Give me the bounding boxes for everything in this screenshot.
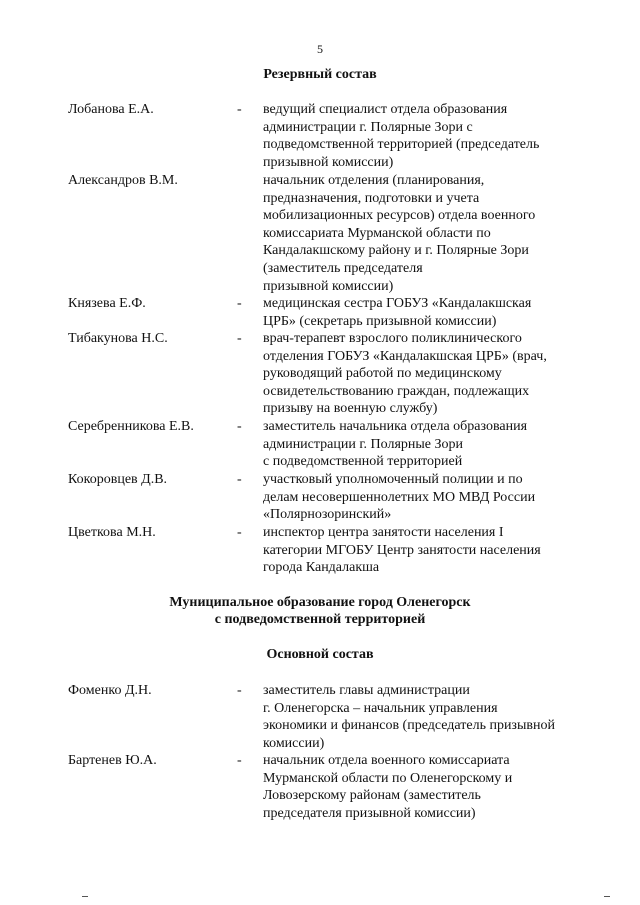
role-line: администрации г. Полярные Зори с xyxy=(263,119,473,135)
member-name: Александров В.М. xyxy=(68,173,178,188)
member-role xyxy=(263,101,583,171)
member-dash: - xyxy=(237,331,242,346)
role-line: председателя призывной комиссии) xyxy=(263,805,476,821)
member-name: Фоменко Д.Н. xyxy=(68,683,152,698)
role-line: администрации г. Полярные Зори xyxy=(263,436,463,452)
page-number: 5 xyxy=(317,42,323,56)
role-line: «Полярнозоринский» xyxy=(263,507,392,523)
member-role xyxy=(263,172,583,295)
member-role xyxy=(263,471,583,524)
role-line: Мурманской области по Оленегорскому и xyxy=(263,770,513,786)
role-line: врач-терапевт взрослого поликлинического xyxy=(263,331,522,346)
role-line: с подведомственной территорией xyxy=(263,454,463,470)
member-name: Лобанова Е.А. xyxy=(68,102,154,117)
member-role xyxy=(263,682,583,752)
member-dash: - xyxy=(237,472,242,487)
member-name: Бартенев Ю.А. xyxy=(68,753,157,768)
member-dash: - xyxy=(237,683,242,698)
member-role xyxy=(263,752,583,822)
role-line: ЦРБ» (секретарь призывной комиссии) xyxy=(263,313,497,329)
role-line: делам несовершеннолетних МО МВД России xyxy=(263,489,536,505)
member-name: Князева Е.Ф. xyxy=(68,296,146,311)
member-dash: - xyxy=(237,525,242,540)
member-dash: - xyxy=(237,296,242,311)
role-line: (заместитель председателя xyxy=(263,260,423,276)
role-line: начальник отделения (планирования, xyxy=(263,173,485,188)
role-line: начальник отдела военного комиссариата xyxy=(263,753,510,768)
role-line: призывной комиссии) xyxy=(263,154,394,170)
member-dash: - xyxy=(237,102,242,117)
role-line: экономики и финансов (председатель призывной xyxy=(263,718,555,734)
role-line: Кандалакшскому району и г. Полярные Зори xyxy=(263,243,529,259)
role-line: комиссариата Мурманской области по xyxy=(263,225,491,241)
scan-mark xyxy=(82,896,88,903)
section-heading-reserve: Резервный состав xyxy=(263,67,377,82)
member-role xyxy=(263,330,583,418)
member-role xyxy=(263,295,583,330)
municipality-subheading: с подведомственной территорией xyxy=(214,612,426,627)
role-line: призывной комиссии) xyxy=(263,278,394,294)
role-line: заместитель главы администрации xyxy=(263,683,470,698)
section-heading-main: Основной состав xyxy=(266,647,374,662)
member-name: Тибакунова Н.С. xyxy=(68,331,168,346)
role-line: категории МГОБУ Центр занятости населения xyxy=(263,542,541,558)
role-line: мобилизационных ресурсов) отдела военного xyxy=(263,208,536,224)
role-line: медицинская сестра ГОБУЗ «Кандалакшская xyxy=(263,296,532,311)
member-role xyxy=(263,418,583,471)
role-line: г. Оленегорска – начальник управления xyxy=(263,700,498,716)
role-line: участковый уполномоченный полиции и по xyxy=(263,472,523,487)
role-line: предназначения, подготовки и учета xyxy=(263,190,480,206)
member-dash: - xyxy=(237,419,242,434)
member-name: Серебренникова Е.В. xyxy=(68,419,194,434)
role-line: руководящий работой по медицинскому xyxy=(263,366,502,382)
role-line: города Кандалакша xyxy=(263,560,380,576)
role-line: комиссии) xyxy=(263,735,325,751)
role-line: подведомственной территорией (председатель xyxy=(263,137,540,153)
role-line: заместитель начальника отдела образования xyxy=(263,419,528,434)
scan-mark xyxy=(604,896,610,903)
municipality-heading: Муниципальное образование город Оленегорск xyxy=(169,595,471,610)
role-line: Ловозерскому районам (заместитель xyxy=(263,788,481,804)
member-name: Кокоровцев Д.В. xyxy=(68,472,168,487)
member-dash: - xyxy=(237,753,242,768)
role-line: призыву на военную службу) xyxy=(263,401,438,417)
role-line: отделения ГОБУЗ «Кандалакшская ЦРБ» (врач, xyxy=(263,348,547,364)
role-line: инспектор центра занятости населения I xyxy=(263,525,504,540)
role-line: ведущий специалист отдела образования xyxy=(263,102,508,117)
role-line: освидетельствованию граждан, подлежащих xyxy=(263,383,530,399)
member-role xyxy=(263,524,583,577)
scan-edge-marks xyxy=(0,896,640,905)
member-name: Цветкова М.Н. xyxy=(68,525,156,540)
